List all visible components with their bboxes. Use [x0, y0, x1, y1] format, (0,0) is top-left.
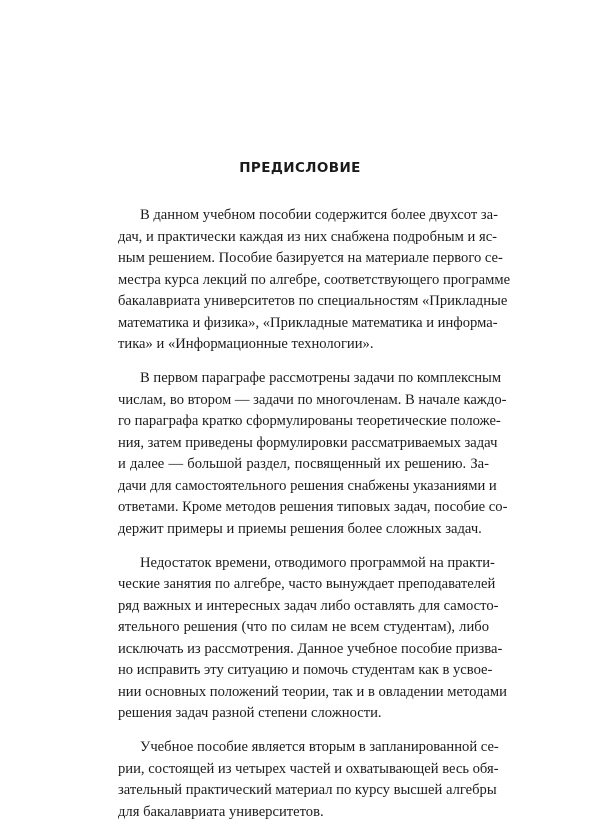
text-line: Учебное пособие является вторым в запланированной се- [140, 739, 499, 755]
text-line: В данном учебном пособии содержится более двухсот за- [140, 207, 498, 223]
text-line: нии основных положений теории, так и в овладении методами [118, 683, 507, 700]
text-line: зательный практический материал по курсу высшей алгебры [118, 782, 497, 798]
text-line: В первом параграфе рассмотрены задачи по комплексным [140, 370, 502, 386]
text-line: исключать из рассмотрения. Данное учебное пособие призва- [118, 640, 503, 657]
text-line: и далее — большой раздел, посвященный их решению. За- [118, 456, 489, 472]
text-line: ния, затем приведены формулировки рассматриваемых задач [118, 434, 498, 451]
text-line: рии, состоящей из четырех частей и охватывающей весь обя- [118, 760, 499, 777]
paragraph-3 [118, 553, 507, 725]
text-line: ятельного решения (что по силам не всем студентам), либо [118, 619, 489, 635]
text-line: ответами. Кроме методов решения типовых задач, пособие со- [118, 499, 508, 515]
text-line: решения задач разной степени сложности. [118, 705, 382, 721]
text-line: местра курса лекций по алгебре, соответствующего программе [118, 271, 511, 288]
text-line: го параграфа кратко сформулированы теоретические положе- [118, 413, 501, 429]
text-line: держит примеры и приемы решения более сложных задач. [118, 520, 482, 537]
text-line: дач, и практически каждая из них снабжена подробным и яс- [118, 228, 498, 245]
text-line: ным решением. Пособие базируется на материале первого се- [118, 250, 503, 266]
preface-text [118, 205, 511, 836]
text-line: числам, во втором — задачи по многочленам. В начале каждо- [118, 391, 507, 408]
text-line: математика и физика», «Прикладные математика и информа- [118, 314, 498, 331]
paragraph-1 [118, 205, 511, 356]
text-line: тика» и «Информационные технологии». [118, 336, 374, 352]
text-line: ряд важных и интересных задач либо оставлять для самосто- [118, 597, 499, 614]
text-line: дачи для самостоятельного решения снабжены указаниями и [118, 477, 497, 494]
text-line: но исправить эту ситуацию и помочь студентам как в усвое- [118, 662, 493, 678]
text-line: Недостаток времени, отводимого программой на практи- [140, 554, 495, 571]
text-line: ческие занятия по алгебре, часто вынуждает преподавателей [118, 576, 496, 592]
text-line: бакалавриата университетов по специальностям «Прикладные [118, 293, 508, 309]
page-title: ПРЕДИСЛОВИЕ [239, 160, 361, 176]
text-line: для бакалавриата университетов. [118, 803, 324, 820]
paragraph-2 [118, 368, 508, 540]
